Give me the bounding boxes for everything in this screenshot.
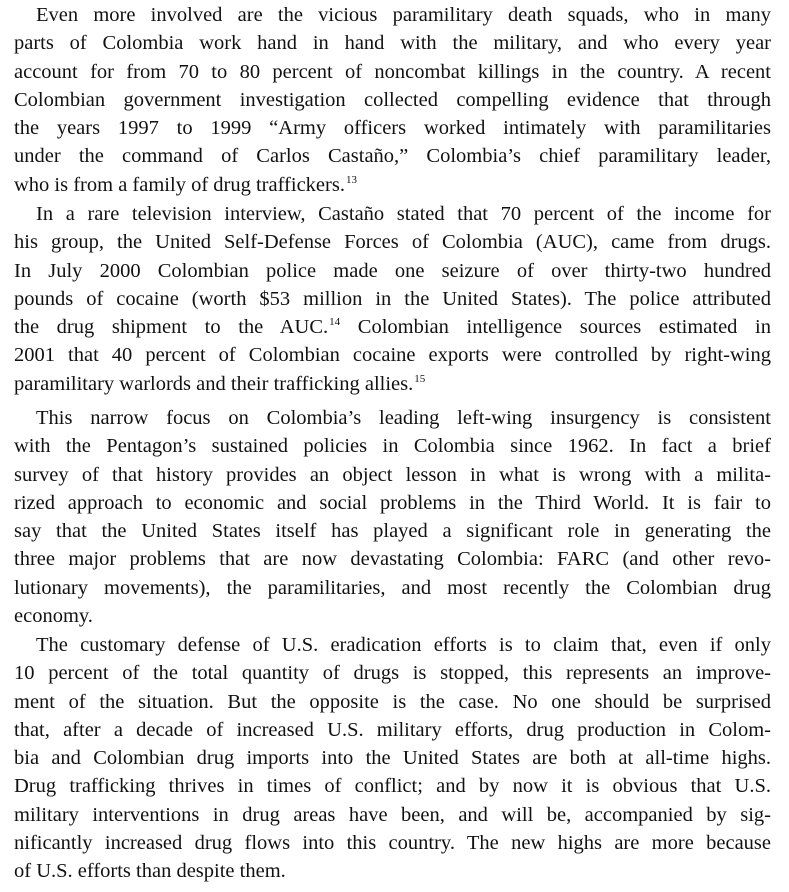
text-line: with the Pentagon’s sustained policies in Colombia since 1962. In fact a brief (14, 435, 771, 458)
paragraph-2 (14, 200, 771, 398)
text-line: In a rare television interview, Castaño stated that 70 percent of the income for (36, 203, 771, 225)
text-line: 2001 that 40 percent of Colombian cocaine exports were controlled by right-wing (14, 344, 771, 367)
text-line: This narrow focus on Colombia’s leading left-wing insurgency is consistent (36, 407, 771, 429)
text-line: Colombian government investigation collected compelling evidence that through (14, 88, 771, 111)
text-line: say that the United States itself has played a significant role in generating the (14, 520, 771, 543)
text-line: paramilitary warlords and their trafficking allies.$^{15}$ (14, 372, 426, 395)
text-line: that, after a decade of increased U.S. military efforts, drug production in Colom- (14, 718, 771, 741)
text-line: account for from 70 to 80 percent of noncombat killings in the country. A recent (14, 60, 771, 83)
text-line: Even more involved are the vicious paramilitary death squads, who in many (36, 4, 771, 26)
text-line: lutionary movements), the paramilitaries, and most recently the Colombian drug (14, 576, 771, 599)
text-line: the drug shipment to the AUC.$^{14}$ Colombian intelligence sources estimated in (14, 316, 771, 339)
text-line: Drug trafficking thrives in times of conflict; and by now it is obvious that U.S. (14, 775, 771, 798)
text-line: parts of Colombia work hand in hand with the military, and who every year (14, 32, 771, 55)
text-line: military interventions in drug areas have been, and will be, accompanied by sig- (14, 803, 771, 826)
text-line: The customary defense of U.S. eradication efforts is to claim that, even if only (36, 634, 771, 656)
text-line: the years 1997 to 1999 “Army officers worked intimately with paramilitaries (14, 117, 771, 140)
footnote-ref-15: 15 (414, 372, 426, 385)
text-line: pounds of cocaine (worth $53 million in the United States). The police attributed (14, 287, 771, 310)
paragraph-1 (14, 1, 771, 199)
text-line: his group, the United Self-Defense Forces of Colombia (AUC), came from drugs. (14, 231, 771, 254)
text-line: 10 percent of the total quantity of drugs is stopped, this represents an improve- (14, 662, 771, 685)
text-line: In July 2000 Colombian police made one seizure of over thirty-two hundred (14, 259, 771, 282)
footnote-ref-14: 14 (329, 316, 341, 329)
text-line: ment of the situation. But the opposite is the case. No one should be surprised (14, 690, 771, 713)
paragraph-4 (14, 631, 771, 886)
text-line: survey of that history provides an object lesson in what is wrong with a milita- (14, 463, 771, 486)
text-line: nificantly increased drug flows into this country. The new highs are more because (14, 832, 771, 855)
text-line: bia and Colombian drug imports into the United States are both at all-time highs. (14, 747, 771, 770)
text-line: under the command of Carlos Castaño,” Colombia’s chief paramilitary leader, (14, 145, 771, 168)
text-line: economy. (14, 605, 93, 628)
text-line: rized approach to economic and social problems in the Third World. It is fair to (14, 491, 771, 514)
text-line: of U.S. efforts than despite them. (14, 860, 286, 883)
text-line: three major problems that are now devastating Colombia: FARC (and other revo- (14, 548, 771, 571)
paragraph-3 (14, 404, 771, 630)
footnote-ref-13: 13 (345, 173, 357, 186)
text-line: who is from a family of drug traffickers.$^{13}$ (14, 173, 357, 196)
